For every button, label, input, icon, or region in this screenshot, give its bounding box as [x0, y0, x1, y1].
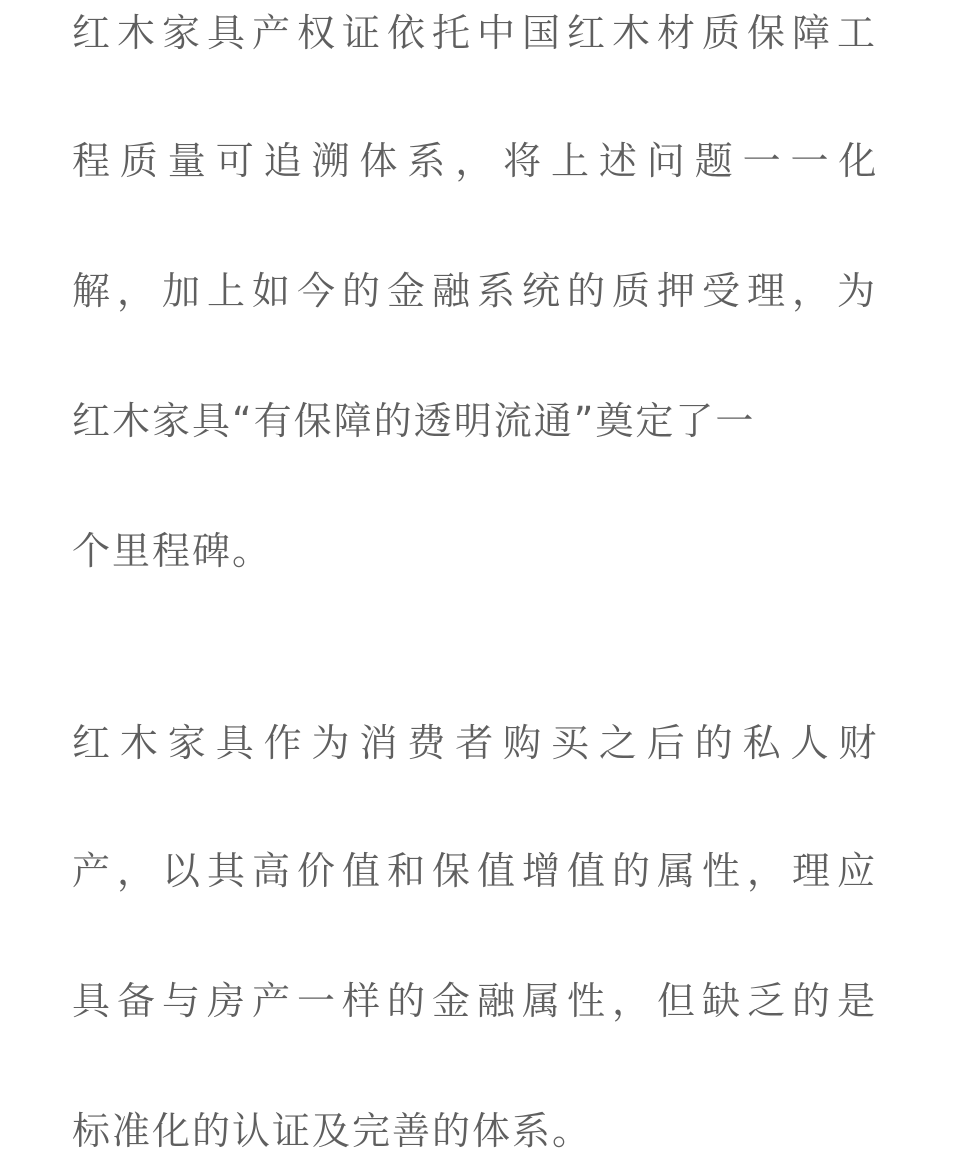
paragraph-line: 标准化的认证及完善的体系。	[72, 1109, 593, 1153]
paragraph-line: 解，加上如今的金融系统的质押受理，为	[72, 269, 883, 313]
paragraph-line: 产，以其高价值和保值增值的属性，理应	[72, 849, 883, 893]
paragraph-line: 程质量可追溯体系，将上述问题一一化	[72, 139, 887, 183]
paragraph-line: 红木家具“有保障的透明流通”奠定了一	[72, 399, 756, 443]
paragraph-line: 红木家具作为消费者购买之后的私人财	[72, 721, 887, 765]
paragraph-line: 个里程碑。	[72, 529, 273, 573]
paragraph-line: 红木家具产权证依托中国红木材质保障工	[72, 11, 883, 55]
paragraph-line: 具备与房产一样的金融属性，但缺乏的是	[72, 979, 883, 1023]
